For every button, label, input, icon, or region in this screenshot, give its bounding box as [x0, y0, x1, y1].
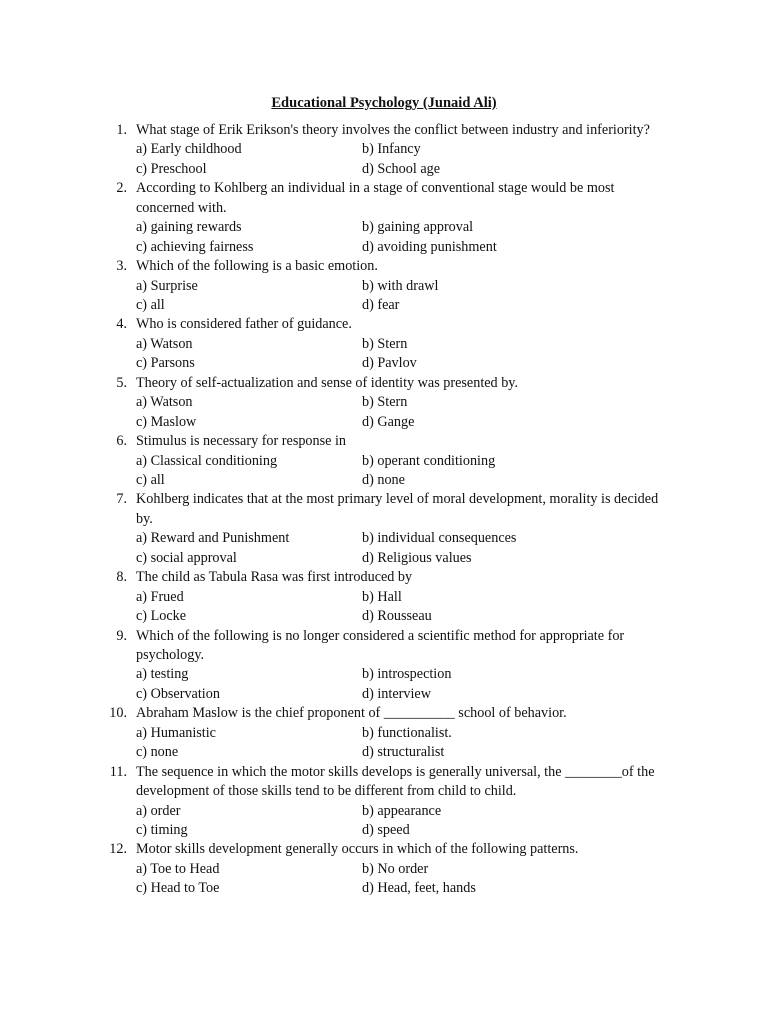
- option-row: [0, 296, 768, 315]
- option-row: [0, 218, 768, 237]
- option-row: [0, 238, 768, 257]
- question-text: Stimulus is necessary for response in: [136, 433, 347, 450]
- answer-option-b: b) with drawl: [362, 277, 439, 294]
- option-row: [0, 802, 768, 821]
- question-text: The sequence in which the motor skills develops is generally universal, the ________of the development of those skills tend to be different from child to child.: [136, 763, 655, 800]
- option-row: [0, 160, 768, 179]
- answer-option-d: d) Head, feet, hands: [362, 880, 476, 897]
- answer-option-a: a) Classical conditioning: [136, 452, 278, 469]
- answer-option-d: d) Rousseau: [362, 608, 432, 625]
- answer-option-b: b) operant conditioning: [362, 452, 496, 469]
- answer-option-c: c) timing: [136, 821, 188, 838]
- question-text: The child as Tabula Rasa was first introduced by: [136, 569, 413, 586]
- question-item: [0, 568, 768, 626]
- question-number: 9.: [116, 627, 127, 644]
- question-item: [0, 704, 768, 762]
- answer-option-d: d) Pavlov: [362, 355, 417, 372]
- answer-option-b: b) individual consequences: [362, 530, 517, 547]
- answer-option-a: a) Watson: [136, 335, 193, 352]
- answer-option-d: d) Religious values: [362, 549, 472, 566]
- answer-option-b: b) introspection: [362, 666, 452, 683]
- answer-option-c: c) Observation: [136, 685, 220, 702]
- question-item: [0, 763, 768, 841]
- answer-option-a: a) Early childhood: [136, 141, 242, 158]
- question-item: [0, 179, 768, 257]
- option-row: [0, 743, 768, 762]
- answer-option-b: b) functionalist.: [362, 724, 452, 741]
- answer-option-c: c) all: [136, 297, 165, 313]
- answer-option-c: c) social approval: [136, 549, 237, 566]
- question-text: Abraham Maslow is the chief proponent of __________ school of behavior.: [136, 705, 567, 722]
- option-row: [0, 393, 768, 412]
- question-number: 1.: [116, 122, 127, 138]
- option-row: [0, 277, 768, 296]
- question-item: [0, 374, 768, 432]
- answer-option-d: d) interview: [362, 685, 431, 702]
- answer-option-d: d) none: [362, 471, 405, 488]
- question-text: Motor skills development generally occurs in which of the following patterns.: [136, 841, 579, 858]
- answer-option-a: a) Toe to Head: [136, 860, 220, 877]
- option-row: [0, 335, 768, 354]
- question-item: [0, 121, 768, 179]
- answer-option-c: c) all: [136, 471, 165, 488]
- answer-option-c: c) Locke: [136, 608, 187, 625]
- question-text: Theory of self-actualization and sense of identity was presented by.: [136, 374, 519, 391]
- answer-option-c: c) none: [136, 744, 179, 761]
- answer-option-c: c) Maslow: [136, 413, 197, 430]
- question-item: [0, 490, 768, 568]
- answer-option-b: b) Infancy: [362, 141, 421, 158]
- answer-option-d: d) avoiding punishment: [362, 238, 497, 255]
- answer-option-b: b) No order: [362, 860, 429, 877]
- question-item: [0, 840, 768, 898]
- answer-option-d: d) fear: [362, 297, 400, 313]
- answer-option-d: d) structuralist: [362, 744, 445, 761]
- answer-option-d: d) Gange: [362, 413, 415, 430]
- answer-option-b: b) gaining approval: [362, 219, 474, 236]
- answer-option-b: b) Stern: [362, 335, 408, 352]
- option-row: [0, 471, 768, 490]
- option-row: [0, 665, 768, 684]
- option-row: [0, 354, 768, 373]
- question-text: Kohlberg indicates that at the most primary level of moral development, morality is decided by.: [136, 491, 659, 527]
- option-row: [0, 879, 768, 898]
- question-number: 8.: [116, 569, 127, 586]
- answer-option-a: a) testing: [136, 666, 189, 683]
- question-text: Which of the following is a basic emotion.: [136, 258, 378, 275]
- answer-option-a: a) Reward and Punishment: [136, 530, 290, 547]
- answer-option-a: a) Surprise: [136, 277, 198, 294]
- question-text: What stage of Erik Erikson's theory involves the conflict between industry and inferiority?: [136, 122, 650, 138]
- option-row: [0, 140, 768, 159]
- question-number: 2.: [116, 180, 127, 197]
- question-list: [0, 121, 768, 899]
- question-text: Who is considered father of guidance.: [136, 316, 352, 333]
- option-row: [0, 452, 768, 471]
- question-item: [0, 432, 768, 490]
- question-number: 11.: [109, 763, 127, 780]
- answer-option-a: a) Watson: [136, 394, 193, 411]
- document-title: Educational Psychology (Junaid Ali): [271, 95, 497, 111]
- option-row: [0, 588, 768, 607]
- option-row: [0, 607, 768, 626]
- question-number: 10.: [109, 705, 127, 722]
- answer-option-c: c) Preschool: [136, 160, 207, 177]
- option-row: [0, 724, 768, 743]
- question-text: Which of the following is no longer considered a scientific method for appropriate for psychology.: [136, 627, 625, 663]
- question-number: 6.: [116, 433, 127, 450]
- answer-option-c: c) Parsons: [136, 355, 195, 372]
- question-text: According to Kohlberg an individual in a stage of conventional stage would be most concerned with.: [136, 180, 615, 216]
- question-number: 4.: [116, 316, 127, 333]
- answer-option-b: b) appearance: [362, 802, 442, 819]
- answer-option-c: c) achieving fairness: [136, 238, 254, 255]
- option-row: [0, 821, 768, 840]
- answer-option-a: a) Humanistic: [136, 724, 216, 741]
- question-item: [0, 627, 768, 705]
- option-row: [0, 549, 768, 568]
- option-row: [0, 860, 768, 879]
- answer-option-a: a) gaining rewards: [136, 219, 242, 236]
- question-item: [0, 315, 768, 373]
- option-row: [0, 413, 768, 432]
- question-number: 12.: [109, 841, 127, 858]
- option-row: [0, 685, 768, 704]
- question-number: 3.: [116, 258, 127, 275]
- question-number: 7.: [116, 491, 127, 508]
- answer-option-d: d) School age: [362, 160, 441, 177]
- answer-option-b: b) Stern: [362, 394, 408, 411]
- answer-option-c: c) Head to Toe: [136, 880, 220, 897]
- answer-option-b: b) Hall: [362, 588, 402, 605]
- answer-option-a: a) order: [136, 802, 181, 819]
- question-item: [0, 257, 768, 315]
- option-row: [0, 529, 768, 548]
- answer-option-d: d) speed: [362, 821, 410, 838]
- answer-option-a: a) Frued: [136, 588, 184, 605]
- question-number: 5.: [116, 374, 127, 391]
